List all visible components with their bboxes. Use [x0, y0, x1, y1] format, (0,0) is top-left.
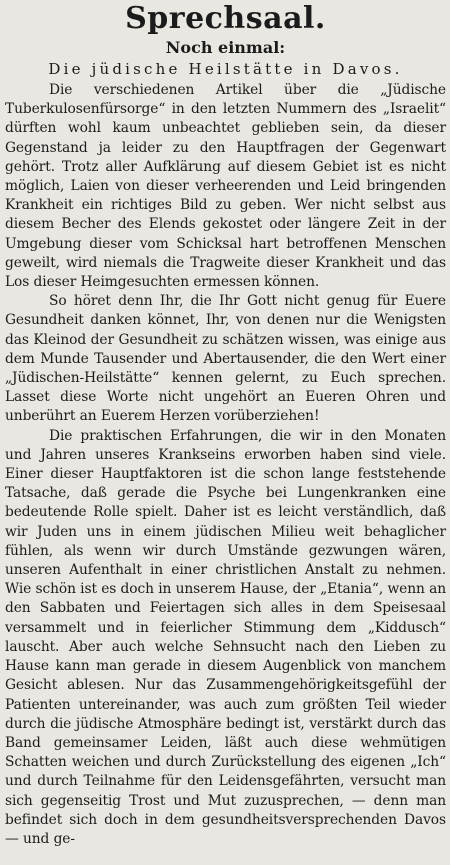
- section-heading: Sprechsaal.: [125, 1, 326, 36]
- article-subheading: Noch einmal:: [165, 38, 286, 57]
- paragraph-3: Die praktischen Erfahrungen, die wir in den Monaten und Jahren unseres Krankseins erworben haben sind viele. Einer dieser Hauptfaktoren ist die schon lange feststehende Tatsache, daß gerade die Psyche bei Lungenkranken eine bedeutende Rolle spielt. Daher ist es leicht verständlich, daß wir Juden uns in einem jüdischen Milieu weit behaglicher fühlen, als wenn wir durch Umstände gezwungen wären, unseren Aufenthalt in einer christlichen Anstalt zu nehmen. Wie schön ist es doch in unserem Hause, der „Etania“, wenn an den Sabbaten und Feiertagen sich alles in dem Speisesaal versammelt und in feierlicher Stimmung dem „Kiddusch“ lauscht. Aber auch welche Sehnsucht nach den Lieben zu Hause kann man gerade in diesem Augenblick von manchem Gesicht ablesen. Nur das Zusammengehörigkeitsgefühl der Patienten untereinander, was auch zum größten Teil wieder durch die jüdische Atmosphäre bedingt ist, verstärkt durch das Band gemeinsamer Leiden, läßt auch diese wehmütigen Schatten weichen und durch Zurückstellung des eigenen „Ich“ und durch Teilnahme für den Leidensgefährten, versucht man sich gegenseitig Trost und Mut zuzusprechen, — denn man befindet sich doch in dem gesundheitsversprechenden Davos — und ge-: [5, 427, 446, 847]
- article-title: Die jüdische Heilstätte in Davos.: [48, 60, 403, 78]
- paragraph-1: Die verschiedenen Artikel über die „Jüdische Tuberkulosenfürsorge“ in den letzten Nummern des „Israelit“ dürften wohl kaum unbeachtet geblieben sein, da dieser Gegenstand ja leider zu den Hauptfragen der Gegenwart gehört. Trotz aller Aufklärung auf diesem Gebiet ist es nicht möglich, Laien von dieser verheerenden und Leid bringenden Krankheit ein richtiges Bild zu geben. Wer nicht selbst aus diesem Becher des Elends gekostet oder längere Zeit in der Umgebung dieser vom Schicksal hart betroffenen Menschen geweilt, wird niemals die Tragweite dieser Krankheit und das Los dieser Heimgesuchten ermessen können.: [5, 82, 446, 291]
- paragraph-2: So höret denn Ihr, die Ihr Gott nicht genug für Euere Gesundheit danken könnet, Ihr, von denen nur die Wenigsten das Kleinod der Gesundheit zu schätzen wissen, was einige aus dem Munde Tausender und Abertausender, die den Wert einer „Jüdischen-Heilstätte“ kennen gelernt, zu Euch sprechen. Lasset diese Worte nicht ungehört an Eueren Ohren und unberührt an Euerem Herzen vorüberziehen!: [5, 293, 446, 425]
